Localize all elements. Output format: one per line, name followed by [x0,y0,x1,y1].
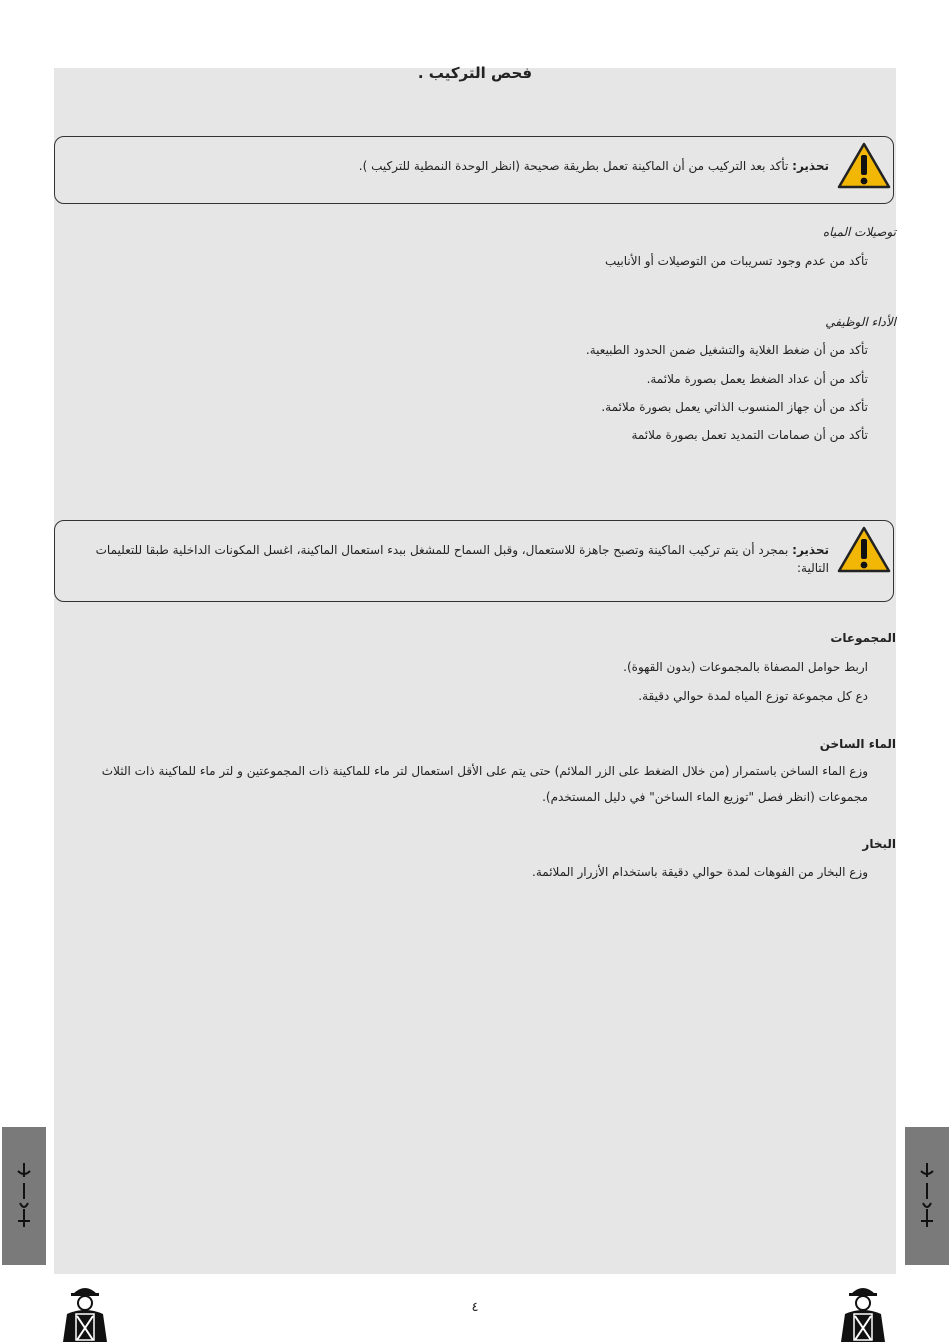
warning-box-installation [54,136,894,204]
technician-icon [833,1284,893,1342]
list-item: تأكد من أن عداد الضغط يعمل بصورة ملائمة. [646,372,868,386]
warning-label: تحذير: [792,159,829,173]
section-heading-steam: البخار [862,837,896,851]
warning-body: بمجرد أن يتم تركيب الماكينة وتصبح جاهزة للاستعمال، وقبل السماح للمشغل ببدء استعمال الماكينة، اغسل المكونات الداخلية طبقا للتعليمات التالية: [95,543,829,575]
list-item: تأكد من أن صمامات التمديد تعمل بصورة ملائمة [631,428,868,442]
section-heading-hot-water: الماء الساخن [819,737,896,751]
side-tab-right [905,1127,949,1265]
technician-icon [55,1284,115,1342]
side-tab-left [2,1127,46,1265]
list-item: تأكد من عدم وجود تسريبات من التوصيلات أو الأنابيب [605,254,868,268]
page-number: ٤ [471,1300,479,1315]
section-heading-water-connections: توصيلات المياه [822,225,896,239]
warning-text [71,541,829,577]
list-item: وزع البخار من الفوهات لمدة حوالي دقيقة باستخدام الأزرار الملائمة. [532,865,868,879]
section-heading-groups: المجموعات [830,631,896,645]
language-tab-glyph [915,1161,939,1231]
paragraph-hot-water: وزع الماء الساخن باستمرار (من خلال الضغط على الزر الملائم) حتى يتم على الأقل استعمال لتر ماء للماكينة ذات المجموعتين و لتر ماء للماكينة ذات الثلاث مجموعات (انظر فصل "توزيع الماء الساخن" في دليل المستخدم). [101,764,868,804]
warning-box-cleaning [54,520,894,602]
warning-body: تأكد بعد التركيب من أن الماكينة تعمل بطريقة صحيحة (انظر الوحدة النمطية للتركيب ). [358,159,793,173]
list-item: تأكد من أن جهاز المنسوب الذاتي يعمل بصورة ملائمة. [601,400,868,414]
warning-icon [837,141,891,189]
section-heading-functional-performance: الأداء الوظيفي [825,315,896,329]
page-title: فحص التركيب . [417,64,533,82]
warning-text [71,157,829,175]
list-item: تأكد من أن ضغط الغلاية والتشغيل ضمن الحدود الطبيعية. [585,343,868,357]
list-item: دع كل مجموعة توزع المياه لمدة حوالي دقيقة. [638,689,868,703]
warning-label: تحذير: [792,543,829,557]
warning-icon [837,525,891,573]
language-tab-glyph [12,1161,36,1231]
list-item: اربط حوامل المصفاة بالمجموعات (بدون القهوة). [623,660,868,674]
